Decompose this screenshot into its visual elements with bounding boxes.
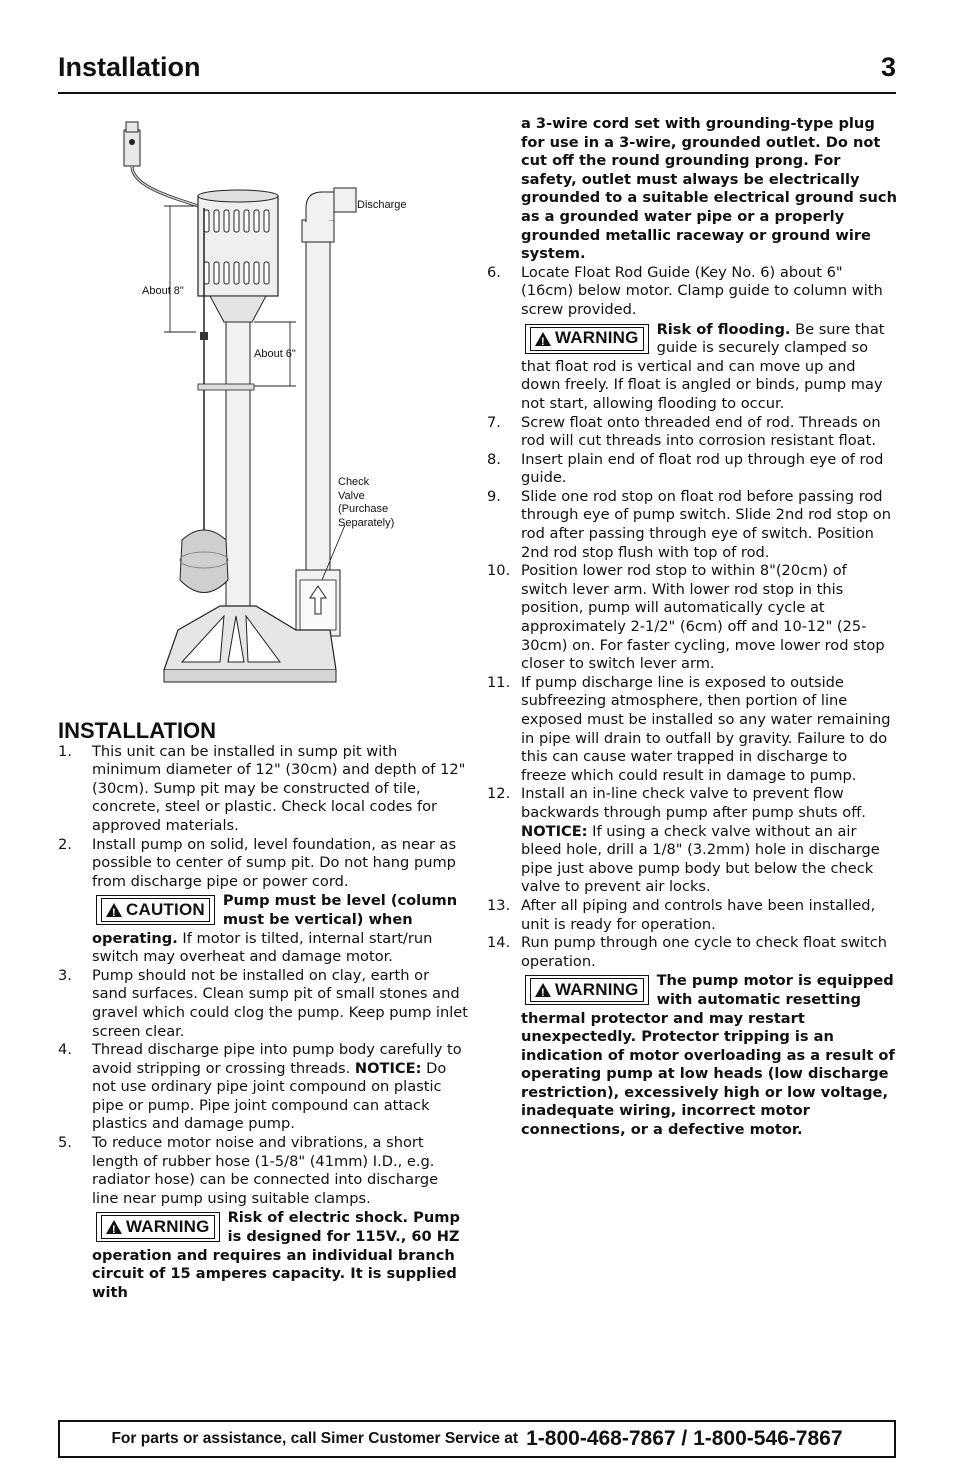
warning-block-thermal — [487, 972, 897, 1139]
list-item — [487, 785, 897, 897]
notice-text: If using a check valve without an air bleed hole, drill a 1/8" (3.2mm) hole in discharge pipe just above pump body but below the check valve to prevent air locks. — [521, 822, 880, 896]
check-valve-label — [338, 476, 394, 530]
notice-label: NOTICE: — [354, 1059, 422, 1077]
item-text: Install pump on solid, level foundation, as near as possible to center of sump pit. Do not hang pump from discharge pipe or power cord. — [92, 835, 457, 890]
warning-label: WARNING — [126, 1217, 210, 1237]
list-item — [487, 674, 897, 786]
footer-phone-numbers: 1-800-468-7867 / 1-800-546-7867 — [526, 1427, 843, 1450]
list-item — [487, 562, 897, 674]
warning-triangle-icon — [106, 1220, 122, 1234]
item-number: 12. — [487, 785, 511, 803]
list-item — [58, 743, 468, 836]
notice-label: NOTICE: — [521, 822, 588, 840]
warning-badge — [96, 1212, 220, 1242]
warning-badge — [525, 324, 649, 354]
warning-text: Be sure that guide is securely clamped so that float rod is vertical and can move up and down freely. If float is angled or binds, pump may not start, allowing flooding to occur. — [521, 320, 885, 412]
notice-text: Do not use ordinary pipe joint compound on plastic pipe or pump. Pipe joint compound can attack plastics and damage pump. — [92, 1059, 447, 1133]
warning-block-flooding — [487, 321, 897, 414]
item-text: Thread discharge pipe into pump body carefully to avoid stripping or crossing threads. — [92, 1041, 462, 1077]
list-item — [58, 1134, 468, 1208]
discharge-label: Discharge — [357, 199, 407, 211]
item-number: 1. — [58, 742, 72, 760]
item-text: If pump discharge line is exposed to outside subfreezing atmosphere, then portion of line exposed must be installed so any water remaining in pipe will drain to outfall by gravity. Failure to do this can cause water trapped in discharge to freeze which could result in damage to pump. — [521, 673, 891, 784]
list-item — [487, 451, 897, 488]
caution-label: CAUTION — [126, 900, 205, 920]
item-number: 10. — [487, 562, 511, 580]
pump-illustration — [120, 110, 420, 690]
footer-text: For parts or assistance, call Simer Customer Service at — [111, 1430, 519, 1447]
page-title: Installation — [58, 52, 201, 82]
item-text: Position lower rod stop to within 8"(20cm) of switch lever arm. With lower rod stop in this position, pump will automatically cycle at approximately 2-1/2" (6cm) off and 10-12" (25-30cm) on. For faster cycling, move lower rod stop closer to switch lever arm. — [521, 562, 885, 673]
warning-block-electric — [58, 1209, 468, 1302]
item-text: Pump should not be installed on clay, earth or sand surfaces. Clean sump pit of small stones and gravel which could clog the pump. Keep pump inlet screen clear. — [92, 966, 468, 1040]
pump-diagram — [120, 110, 420, 690]
warning-text: Risk of electric shock. Pump is designed for 115V., 60 HZ operation and requires an individual branch circuit of 15 amperes capacity. It is supplied with — [92, 1209, 460, 1301]
check-valve-line-2: Valve — [338, 489, 365, 502]
item-number: 7. — [487, 413, 501, 431]
item-number: 2. — [58, 835, 72, 853]
item-number: 5. — [58, 1134, 72, 1152]
item-text: Locate Float Rod Guide (Key No. 6) about 6" (16cm) below motor. Clamp guide to column with screw provided. — [521, 263, 883, 318]
list-item — [58, 836, 468, 892]
right-column — [487, 115, 897, 1140]
item-number: 13. — [487, 896, 511, 914]
item-number: 4. — [58, 1041, 72, 1059]
about-8-label: About 8" — [142, 285, 184, 297]
item-text: To reduce motor noise and vibrations, a short length of rubber hose (1-5/8" (41mm) I.D., e.g. radiator hose) can be connected into discharge line near pump using suitable clamps. — [92, 1134, 439, 1207]
caution-badge — [96, 895, 215, 925]
left-column — [58, 718, 468, 1302]
page-number: 3 — [880, 52, 896, 82]
about-6-label: About 6" — [254, 348, 296, 360]
list-item — [487, 264, 897, 320]
page-header — [58, 52, 896, 94]
list-item — [487, 488, 897, 562]
check-valve-line-3: (Purchase — [338, 503, 389, 515]
warning-continuation: a 3-wire cord set with grounding-type plug for use in a 3-wire, grounded outlet. Do not cut off the round grounding prong. For safety, outlet must always be electrically grounded to a suitable electrical ground such as a grounded water pipe or a properly grounded metallic raceway or ground wire system. — [521, 115, 897, 263]
list-item — [487, 934, 897, 971]
warning-triangle-icon — [535, 332, 551, 346]
item-number: 8. — [487, 450, 501, 468]
caution-bold-text: Pump must be level (column must be vertical) when operating. — [92, 892, 458, 947]
warning-text: The pump motor is equipped with automatic resetting thermal protector and may restart unexpectedly. Protector tripping is an indication of motor overloading as a result of operating pump at low heads (low discharge restriction), excessively high or low voltage, inadequate wiring, incorrect motor connections, or a defective motor. — [521, 972, 895, 1139]
list-item — [487, 897, 897, 934]
caution-block — [58, 892, 468, 966]
item-number: 11. — [487, 673, 511, 691]
list-item — [487, 414, 897, 451]
warning-triangle-icon — [535, 983, 551, 997]
item-text: Insert plain end of float rod up through eye of rod guide. — [521, 450, 884, 487]
page-footer — [58, 1420, 896, 1458]
caution-text: If motor is tilted, internal start/run switch may overheat and damage motor. — [92, 929, 433, 966]
item-text: Install an in-line check valve to prevent flow backwards through pump after pump shuts off. — [521, 785, 866, 821]
section-title: INSTALLATION — [58, 718, 217, 743]
list-item — [58, 967, 468, 1041]
warning-label: WARNING — [555, 328, 639, 348]
item-text: Run pump through one cycle to check float switch operation. — [521, 934, 888, 970]
warning-triangle-icon — [106, 903, 122, 917]
item-number: 9. — [487, 487, 501, 505]
warning-bold-text: Risk of flooding. — [656, 320, 791, 338]
item-text: This unit can be installed in sump pit with minimum diameter of 12" (30cm) and depth of 12" (30cm). Sump pit may be constructed of tile, concrete, steel or plastic. Check local codes for approved materials. — [92, 742, 466, 834]
item-text: After all piping and controls have been installed, unit is ready for operation. — [521, 896, 876, 933]
check-valve-line-1: Check — [338, 476, 370, 488]
item-number: 14. — [487, 934, 511, 952]
item-text: Slide one rod stop on float rod before passing rod through eye of pump switch. Slide 2nd rod stop on rod after passing through eye of switch. Position 2nd rod stop flush with top of rod. — [521, 487, 891, 561]
item-number: 6. — [487, 263, 501, 281]
warning-badge — [525, 975, 649, 1005]
list-item — [58, 1041, 468, 1134]
check-valve-line-4: Separately) — [338, 516, 395, 529]
item-number: 3. — [58, 966, 72, 984]
warning-label: WARNING — [555, 980, 639, 1000]
item-text: Screw float onto threaded end of rod. Threads on rod will cut threads into corrosion resistant float. — [521, 413, 881, 450]
